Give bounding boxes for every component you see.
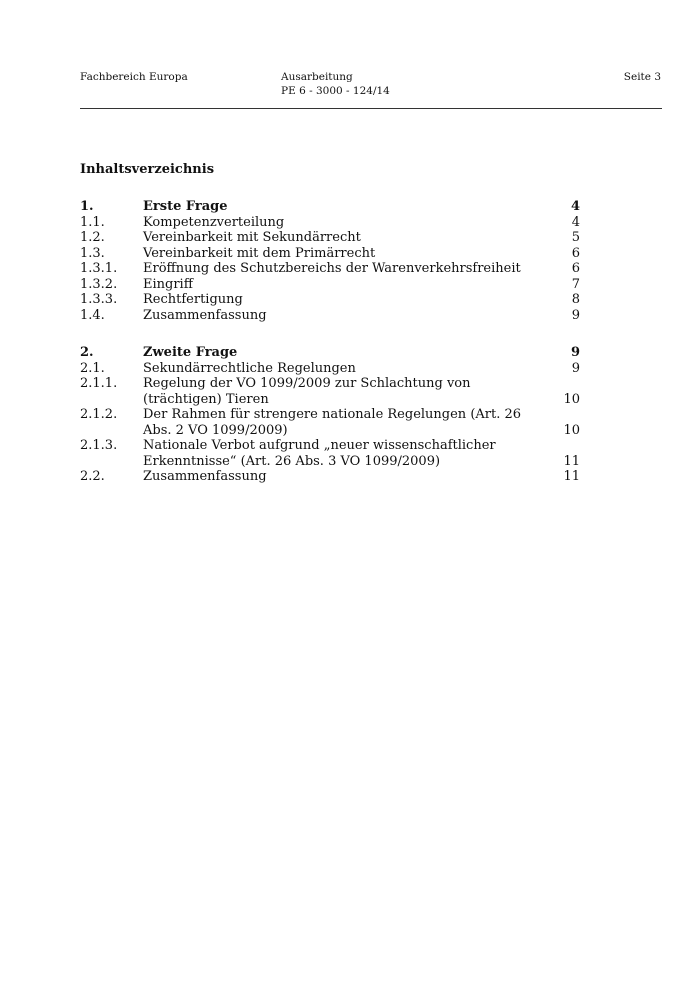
- toc-entry-number: 2.1.2.: [80, 407, 118, 422]
- toc-entry-text: Vereinbarkeit mit dem Primärrecht: [143, 245, 376, 261]
- toc-entry-2-1-3[interactable]: [80, 438, 580, 469]
- toc-entry-number: 1.1.: [80, 214, 105, 230]
- toc-entry-page: 8: [571, 292, 580, 307]
- toc-entry-1-3-3[interactable]: [80, 292, 580, 308]
- toc-entry-1-3-1[interactable]: [80, 261, 580, 277]
- toc-entry-number: 1.3.: [80, 245, 105, 261]
- toc-entry-1[interactable]: [80, 199, 580, 215]
- toc-entry-2-1-2[interactable]: [80, 407, 580, 438]
- toc-entry-page: 9: [570, 345, 580, 360]
- toc-entry-text: Zusammenfassung: [143, 307, 267, 323]
- toc-entry-page: 5: [571, 230, 580, 245]
- toc-entry-page: 4: [570, 199, 580, 214]
- toc-entry-page: 6: [571, 261, 580, 276]
- toc-entry-number: 1.3.3.: [80, 292, 118, 307]
- header-doc-number: PE 6 - 3000 - 124/14: [281, 85, 390, 97]
- toc-entry-2[interactable]: [80, 345, 580, 361]
- toc-entry-text: Zusammenfassung: [143, 469, 267, 484]
- toc-entry-2-1[interactable]: [80, 361, 580, 377]
- toc-entry-text: Eröffnung des Schutzbereichs der Warenverkehrsfreiheit: [143, 261, 521, 276]
- header-document-info: [281, 70, 390, 98]
- toc-entry-number: 2.1.3.: [80, 438, 118, 453]
- toc-entry-number: 2.1.: [80, 360, 105, 376]
- toc-entry-page: 9: [571, 307, 580, 323]
- header-department: Fachbereich Europa: [80, 71, 188, 83]
- toc-entry-text: Erste Frage: [143, 199, 228, 214]
- table-of-contents: [80, 199, 580, 485]
- toc-entry-number: 2.2.: [80, 469, 105, 484]
- toc-entry-page: 6: [571, 245, 580, 261]
- toc-entry-text: Nationale Verbot aufgrund „neuer wissenschaftlicher Erkenntnisse“ (Art. 26 Abs. 3 VO 1099/2009): [143, 438, 496, 469]
- toc-entry-1-2[interactable]: [80, 230, 580, 246]
- toc-entry-page: 7: [571, 276, 580, 292]
- toc-entry-number: 1.4.: [80, 307, 105, 323]
- toc-entry-number: 1.3.1.: [80, 261, 118, 276]
- toc-title: Inhaltsverzeichnis: [80, 162, 215, 177]
- toc-entry-page: 4: [571, 214, 580, 230]
- toc-entry-text: Rechtfertigung: [143, 292, 243, 307]
- toc-entry-2-1-1[interactable]: [80, 376, 580, 407]
- toc-entry-number: 2.1.1.: [80, 376, 118, 391]
- toc-entry-text: Kompetenzverteilung: [143, 214, 285, 230]
- toc-entry-text: Eingriff: [143, 276, 193, 292]
- toc-entry-page: 11: [563, 453, 580, 469]
- header-divider: [80, 108, 662, 109]
- toc-entry-number: 2.: [80, 345, 94, 360]
- header-doc-type: Ausarbeitung: [281, 71, 353, 83]
- toc-entry-1-4[interactable]: [80, 308, 580, 324]
- toc-entry-text: Vereinbarkeit mit Sekundärrecht: [143, 230, 361, 245]
- toc-entry-page: 10: [563, 391, 580, 407]
- toc-entry-text: Zweite Frage: [143, 345, 238, 360]
- toc-entry-1-3-2[interactable]: [80, 277, 580, 293]
- toc-entry-text: Regelung der VO 1099/2009 zur Schlachtung von (trächtigen) Tieren: [143, 376, 471, 407]
- toc-entry-page: 11: [563, 469, 580, 484]
- toc-entry-text: Sekundärrechtliche Regelungen: [143, 360, 356, 376]
- toc-entry-page: 10: [563, 422, 580, 438]
- toc-entry-number: 1.2.: [80, 230, 105, 245]
- toc-entry-2-2[interactable]: [80, 469, 580, 485]
- section-spacer: [80, 323, 580, 345]
- toc-entry-number: 1.: [80, 199, 94, 214]
- header-page-label: Seite 3: [623, 71, 661, 83]
- toc-entry-number: 1.3.2.: [80, 276, 118, 292]
- toc-entry-text: Der Rahmen für strengere nationale Regelungen (Art. 26 Abs. 2 VO 1099/2009): [143, 407, 522, 438]
- page-header: [80, 70, 661, 108]
- toc-entry-page: 9: [571, 360, 580, 376]
- toc-entry-1-3[interactable]: [80, 246, 580, 262]
- toc-entry-1-1[interactable]: [80, 215, 580, 231]
